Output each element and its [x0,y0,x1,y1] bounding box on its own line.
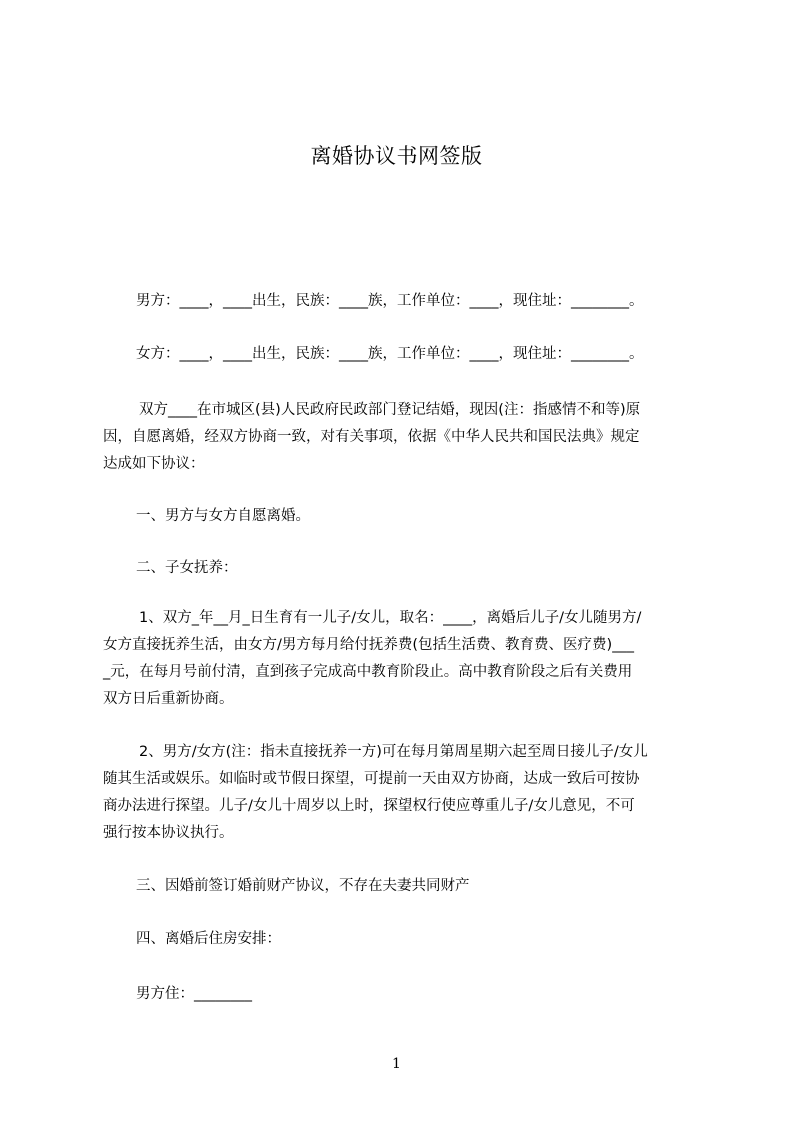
paragraph-line: 2、男方/女方(注：指未直接抚养一方)可在每月第周星期六起至周日接儿子/女儿 [139,744,648,760]
paragraph-line: 商办法进行探望。儿子/女儿十周岁以上时，探望权行使应尊重儿子/女儿意见，不可 [103,798,635,814]
paragraph-line: 女方：____，____出生，民族：____族，工作单位：____，现住址：________。 [136,346,644,362]
paragraph-line: 强行按本协议执行。 [103,825,234,841]
paragraph-line: 随其生活或娱乐。如临时或节假日探望，可提前一天由双方协商，达成一致后可按协 [103,771,640,787]
page-number: 1 [392,1056,401,1072]
paragraph-intro [103,397,701,478]
paragraph-line: 三、因婚前签订婚前财产协议，不存在夫妻共同财产 [136,878,470,894]
paragraph-line: 男方住：________ [136,986,252,1002]
paragraph-male-residence [103,981,734,1008]
paragraph-line: 因，自愿离婚，经双方协商一致，对有关事项，依据《中华人民共和国民法典》规定 [103,429,640,445]
paragraph-clause-2-2 [103,739,701,847]
paragraph-male-info [103,288,734,315]
paragraph-clause-2-heading [103,555,734,582]
paragraph-line: 双方____在市城区(县)人民政府民政部门登记结婚，现因(注：指感情不和等)原 [139,402,641,418]
paragraph-clause-3 [103,873,734,900]
paragraph-line: 男方：____，____出生，民族：____族，工作单位：____，现住址：________。 [136,293,644,309]
paragraph-clause-2-1 [103,605,701,713]
paragraph-line: 1、双方_年__月_日生育有一儿子/女儿，取名：____，离婚后儿子/女儿随男方/ [139,610,642,626]
paragraph-line: 一、男方与女方自愿离婚。 [136,508,310,524]
paragraph-line: 二、子女抚养： [136,560,238,576]
paragraph-clause-4-heading [103,926,734,953]
paragraph-line: 双方日后重新协商。 [103,691,234,707]
paragraph-line: 女方直接抚养生活，由女方/男方每月给付抚养费(包括生活费、教育费、医疗费)___ [103,637,634,653]
paragraph-line: _元，在每月号前付清，直到孩子完成高中教育阶段止。高中教育阶段之后有关费用 [103,664,633,680]
paragraph-clause-1 [103,503,734,530]
paragraph-line: 达成如下协议： [103,456,205,472]
document-title: 离婚协议书网签版 [310,144,483,168]
paragraph-female-info [103,341,734,368]
paragraph-line: 四、离婚后住房安排： [136,931,281,947]
